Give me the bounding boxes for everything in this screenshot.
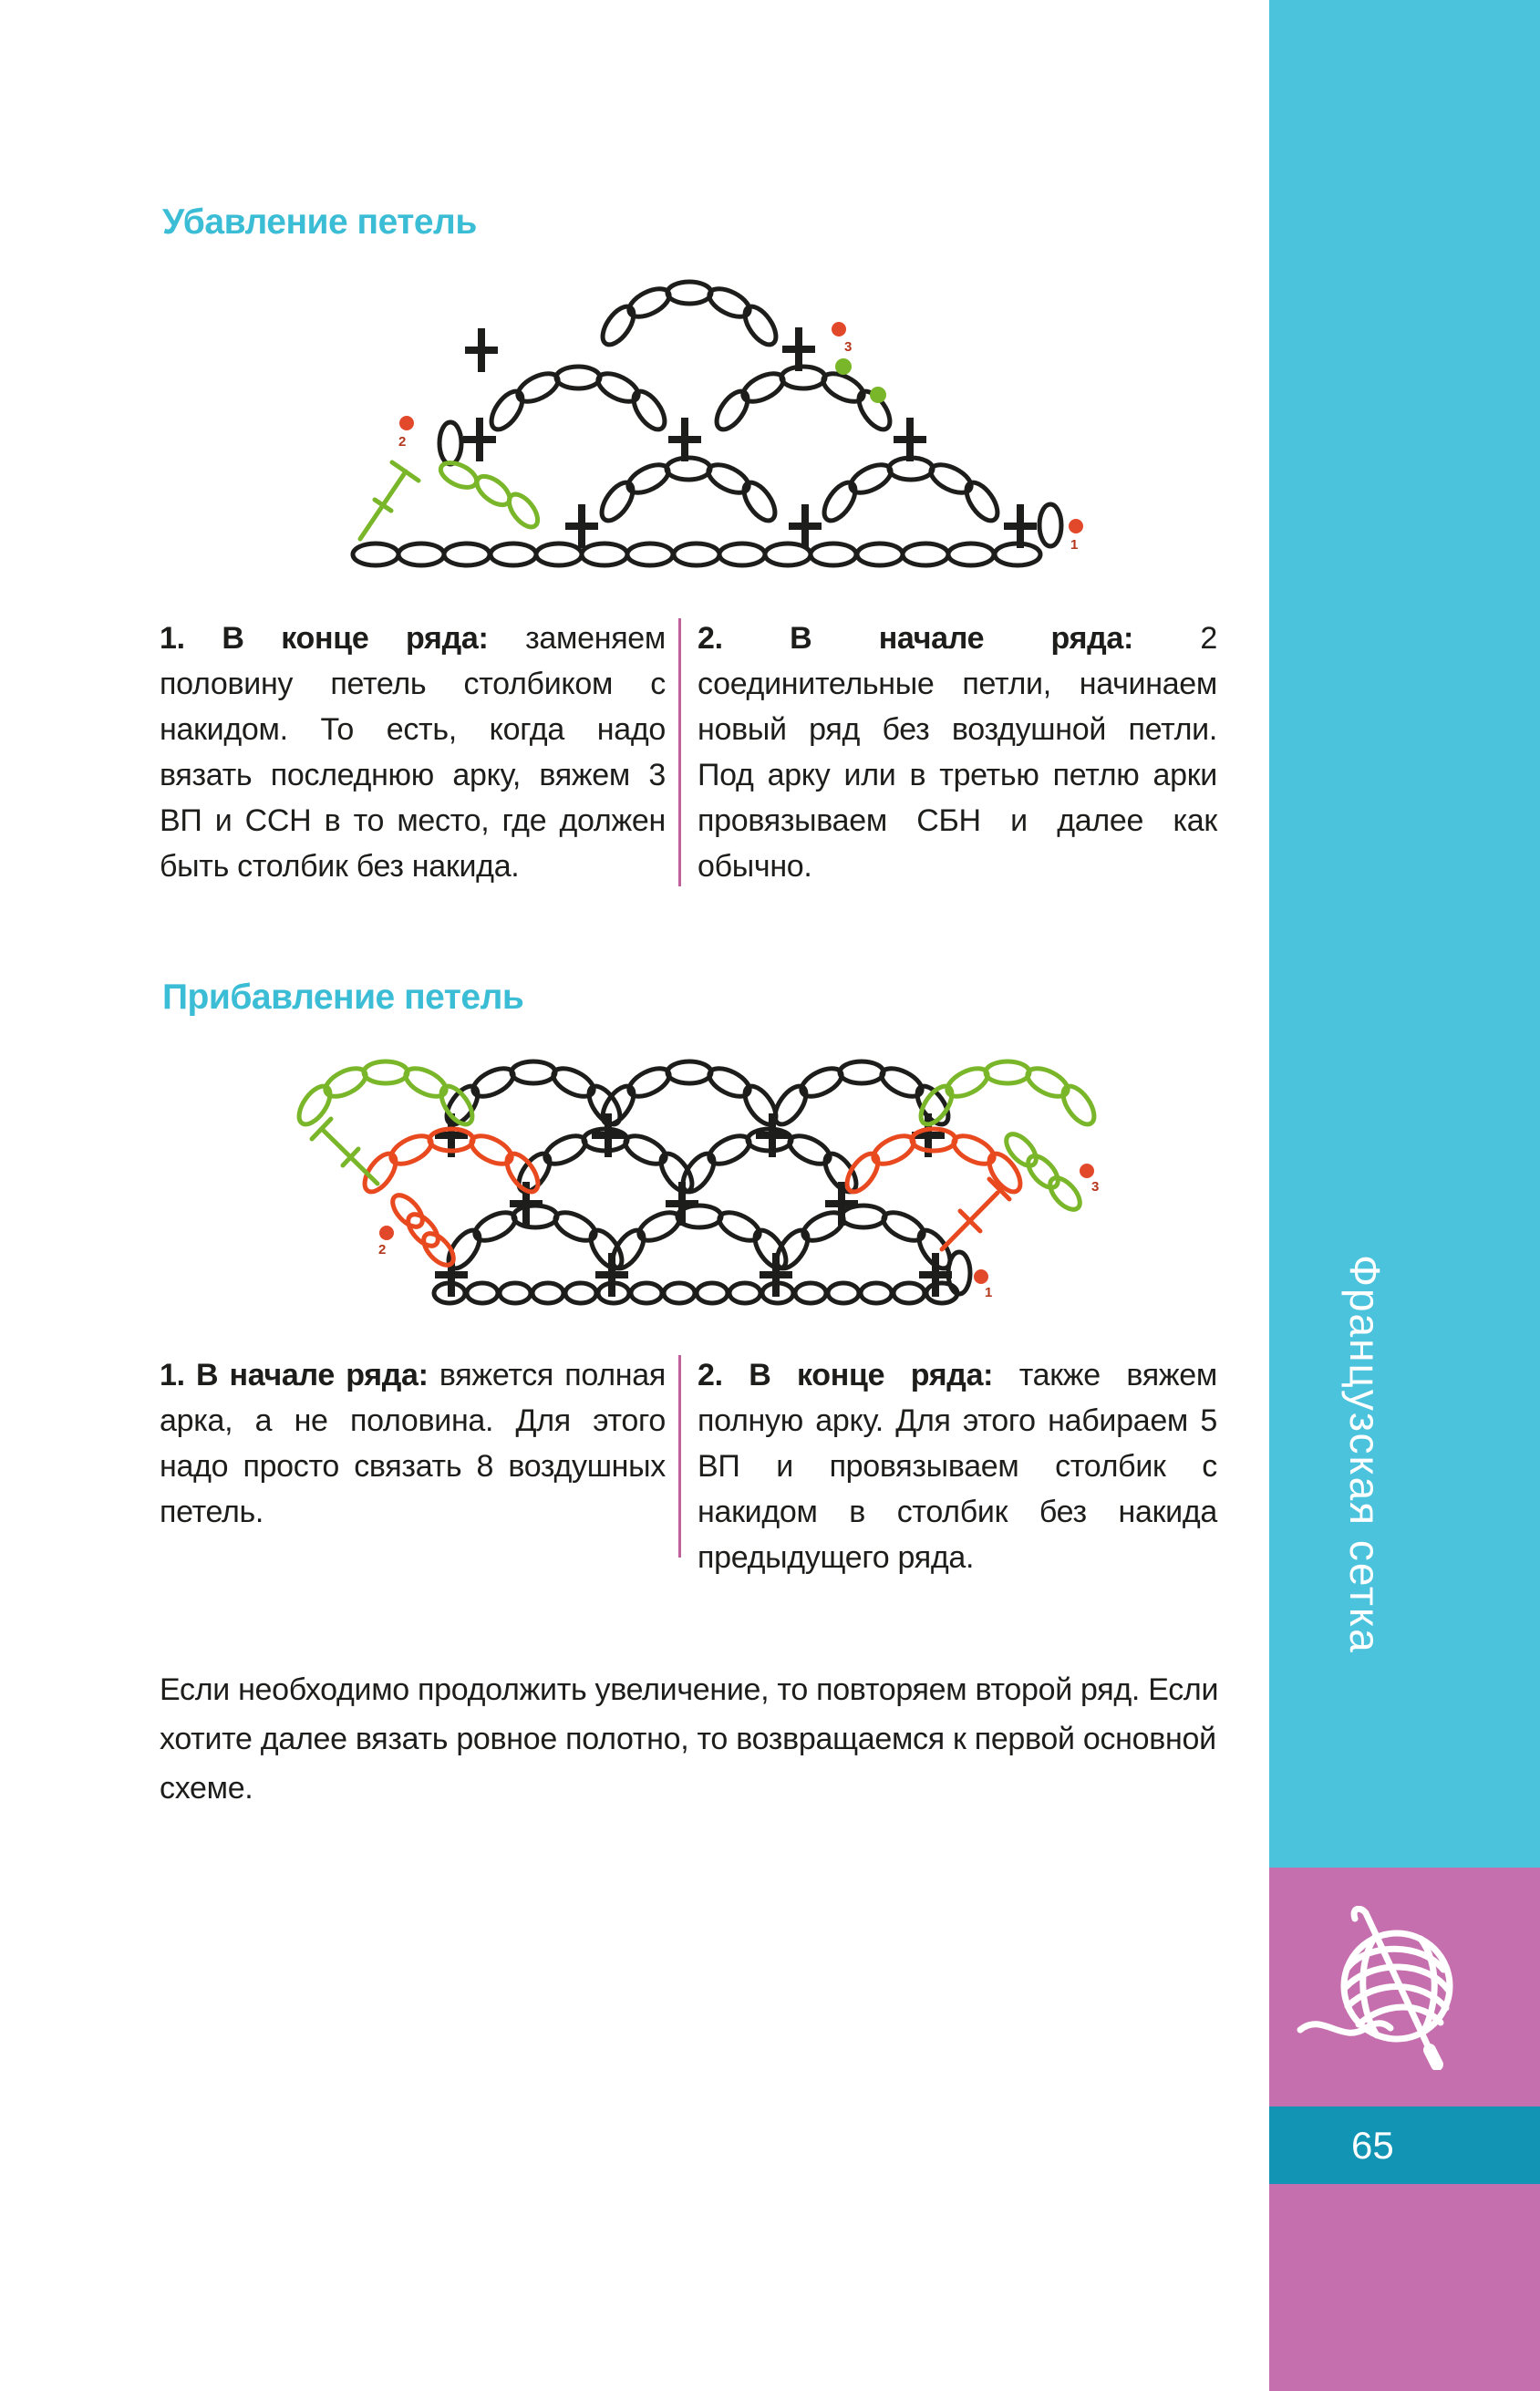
chapter-sidebar — [1269, 0, 1540, 2391]
sidebar-pink-block — [1269, 2184, 1540, 2391]
increase-step-1 — [160, 1352, 666, 1535]
black-stitches — [353, 282, 1061, 565]
step-lead: 2. В начале ряда: — [698, 621, 1134, 656]
marker-label: 3 — [1091, 1179, 1100, 1195]
step-text: заменяем половину петель столбиком с накидом. То есть, когда надо вязать последнюю арку, вяжем 3 ВП и ССН в то место, где должен быть столбик без накида. — [160, 621, 666, 884]
chapter-title-vertical: Французская сетка — [1341, 1255, 1389, 1654]
step-text: также вяжем полную арку. Для этого набираем 5 ВП и провязываем столбик с накидом в столбик без накида предыдущего ряда. — [698, 1358, 1217, 1575]
step-text: вяжется полная арка, а не половина. Для этого надо просто связать 8 воздушных петель. — [160, 1358, 666, 1529]
decrease-crochet-diagram — [342, 267, 1090, 568]
marker-label: 1 — [1070, 537, 1079, 553]
column-divider — [678, 618, 681, 886]
step-lead: 1. В начале ряда: — [160, 1358, 429, 1392]
marker-label: 3 — [844, 339, 853, 355]
step-lead: 1. В конце ряда: — [160, 621, 489, 656]
decrease-step-2 — [698, 616, 1217, 889]
marker-label: 2 — [398, 434, 407, 450]
sidebar-icon-block — [1269, 1868, 1540, 2106]
step-lead: 2. В конце ряда: — [698, 1358, 994, 1392]
page-number-band — [1269, 2106, 1540, 2184]
sidebar-teal-band — [1269, 0, 1540, 1868]
decrease-section-heading: Убавление петель — [162, 202, 477, 242]
increase-step-2 — [698, 1352, 1217, 1580]
increase-section-heading: Прибавление петель — [162, 978, 524, 1017]
decrease-step-1 — [160, 616, 666, 889]
marker-label: 2 — [378, 1242, 387, 1258]
page-number: 65 — [1351, 2123, 1394, 2167]
red-row-dots — [379, 1164, 1094, 1284]
column-divider — [678, 1355, 681, 1558]
orange-stitches — [358, 1129, 1026, 1270]
closing-paragraph: Если необходимо продолжить увеличение, то повторяем второй ряд. Если хотите далее вязать ровное полотно, то возвращаемся к первой основной схеме. — [160, 1672, 1219, 1806]
step-text: 2 соединительные петли, начинаем новый ряд без воздушной петли. Под арку или в третью петлю арки провязываем СБН и далее как обычно. — [698, 621, 1217, 884]
increase-crochet-diagram — [292, 1047, 1121, 1311]
yarn-ball-icon — [1295, 1906, 1468, 2075]
row-number-markers — [398, 339, 1078, 553]
marker-label: 1 — [985, 1285, 993, 1300]
green-dc-and-chain-stitches — [360, 458, 543, 539]
